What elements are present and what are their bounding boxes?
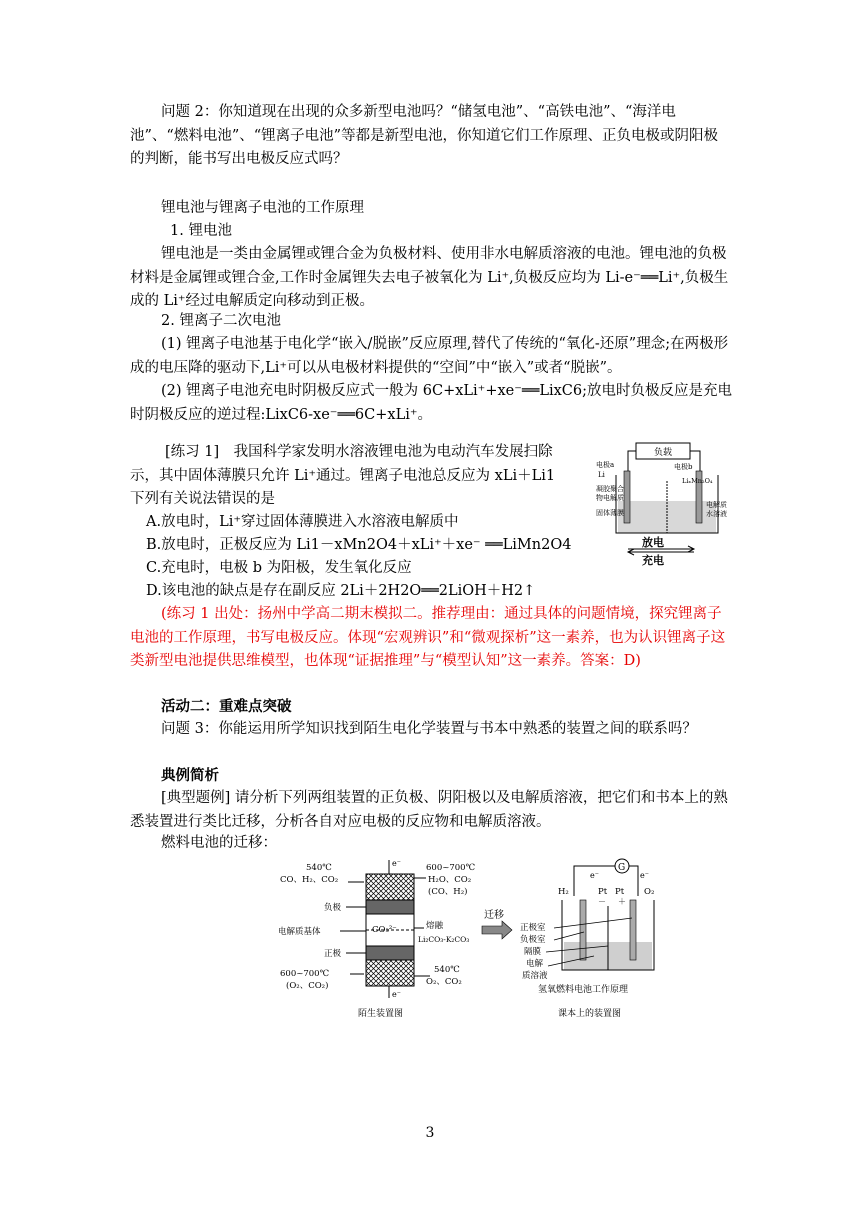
temp-600-right: 600~700℃ xyxy=(426,863,476,873)
paragraph-lithium-battery: 锂电池是一类由金属锂或锂合金为负极材料、使用非水电解质溶液的电池。锂电池的负极材料是金属锂或锂合金,工作时金属锂失去电子被氧化为 Li⁺,负极反应均为 Li-e⁻══Li⁺,负极生成的 Li⁺经过电解质定向移动到正极。 xyxy=(130,246,729,309)
e-top-label: e⁻ xyxy=(392,859,401,868)
negative-label: 负极 xyxy=(324,903,342,913)
option-c: C.充电时，电极 b 为阳极，发生氧化反应 xyxy=(146,560,412,576)
example-title: 典例简析 xyxy=(161,767,219,784)
e-right-label: e⁻ xyxy=(640,871,649,880)
inlet-left: CO、H₂、CO₂ xyxy=(280,875,339,885)
question-3: 问题 3：你能运用所学知识找到陌生电化学装置与书本中熟悉的装置之间的联系吗？ xyxy=(161,721,697,737)
paragraph-embed: (1) 锂离子电池基于电化学“嵌入/脱嵌”反应原理,替代了传统的“氧化-还原”理念;在两极形成的电压降的驱动下,Li⁺可以从电极材料提供的“空间”中“嵌入”或者“脱嵌”。 xyxy=(130,336,729,376)
solid-film-label: 固体薄膜 xyxy=(596,509,624,517)
left-caption: 陌生装置图 xyxy=(358,1009,404,1019)
option-b: B.放电时，正极反应为 Li1－xMn2O4＋xLi⁺＋xe⁻ ══LiMn2O4 xyxy=(146,537,572,553)
polymer-label-2: 物电解质 xyxy=(596,494,624,502)
aqueous-label-1: 电解质 xyxy=(706,501,727,509)
molten-label: 熔融 xyxy=(426,921,444,931)
item-1-title: 1. 锂电池 xyxy=(170,223,232,239)
outlet-right-1: H₂O、CO₂ xyxy=(428,875,472,885)
o2-label: O₂ xyxy=(644,887,655,897)
outlet-right-2: (CO、H₂) xyxy=(428,887,468,897)
exercise-1-line3: 下列有关说法错误的是 xyxy=(130,491,275,507)
discharge-label: 放电 xyxy=(642,536,664,549)
fuel-cell-figure xyxy=(276,856,686,1026)
right-caption: 课本上的装置图 xyxy=(558,1009,622,1019)
e-left-label: e⁻ xyxy=(590,871,599,880)
molten-salt-label: Li₂CO₃-K₂CO₃ xyxy=(418,935,470,944)
question-2: 问题 2：你知道现在出现的众多新型电池吗？“储氢电池”、“高铁电池”、“海洋电池”、“燃料电池”、“锂离子电池”等都是新型电池，你知道它们工作原理、正负电极或阴阳极的判断，能书写出电极反应式吗？ xyxy=(130,104,719,167)
principle-label: 氢氧燃料电池工作原理 xyxy=(538,985,629,995)
charge-label: 充电 xyxy=(642,554,664,567)
page-number: 3 xyxy=(425,1125,435,1141)
exercise-1-note: (练习 1 出处：扬州中学高二期末模拟二。推荐理由：通过具体的问题情境，探究锂离子电池的工作原理，书写电极反应。体现“宏观辨识”和“微观探析”这一素养，也为认识锂离子这类新型电池提供思维模型，也体现“证据推理”与“模型认知”这一素养。答案：D) xyxy=(130,606,726,669)
inlet-right: O₂、CO₂ xyxy=(426,977,462,987)
polymer-label-1: 凝胶聚合 xyxy=(596,485,624,493)
aqueous-label-2: 水溶液 xyxy=(706,510,727,518)
example-body: [典型题例] 请分析下列两组装置的正负极、阴阳极以及电解质溶液，把它们和书本上的熟悉装置进行类比迁移，分析各自对应电极的反应物和电解质溶液。 xyxy=(130,790,728,830)
plus-label: ＋ xyxy=(618,897,626,906)
item-2-title: 2. 锂离子二次电池 xyxy=(161,313,281,329)
migrate-label: 迁移 xyxy=(484,910,504,921)
outlet-left: (O₂、CO₂) xyxy=(286,981,329,991)
electrode-a-label: 电极a xyxy=(596,461,615,469)
lithium-battery-figure xyxy=(596,441,736,567)
option-a: A.放电时，Li⁺穿过固体薄膜进入水溶液电解质中 xyxy=(146,514,459,530)
negative-room-label: 负极室 xyxy=(520,935,546,945)
exercise-1-line1: [练习 1] 我国科学家发明水溶液锂电池为电动汽车发展扫除 xyxy=(165,444,553,460)
exercise-1-line2: 示，其中固体薄膜只允许 Li⁺通过。锂离子电池总反应为 xLi＋Li1 xyxy=(130,468,556,484)
temp-600-left: 600~700℃ xyxy=(280,969,330,979)
minus-label: － xyxy=(598,897,606,906)
positive-label: 正极 xyxy=(324,949,342,959)
option-d: D.该电池的缺点是存在副反应 2Li＋2H2O══2LiOH＋H2↑ xyxy=(146,583,536,599)
temp-540-right: 540℃ xyxy=(434,965,460,975)
paragraph-charge: (2) 锂离子电池充电时阴极反应式一般为 6C+xLi⁺+xe⁻══LixC6;放电时负极反应是充电时阴极反应的逆过程:LixC6-xe⁻══6C+xLi⁺。 xyxy=(130,383,732,423)
fuel-cell-migration: 燃料电池的迁移： xyxy=(161,835,277,851)
galvanometer-label: G xyxy=(618,863,626,873)
activity-2-title: 活动二：重难点突破 xyxy=(161,698,292,715)
electrolyte-label-2: 质溶液 xyxy=(522,971,548,981)
electrode-b-label: 电极b xyxy=(674,463,693,471)
co3-label: CO₃²⁻ xyxy=(372,925,397,935)
electrolyte-label-1: 电解 xyxy=(526,959,544,969)
positive-room-label: 正极室 xyxy=(520,923,546,933)
section-title: 锂电池与锂离子电池的工作原理 xyxy=(161,200,364,216)
e-bottom-label: e⁻ xyxy=(392,990,401,999)
load-label: 负载 xyxy=(653,448,673,458)
pt-right-label: Pt xyxy=(615,887,625,897)
limn-label: LiₓMn₂O₄ xyxy=(682,477,713,485)
li-label: Li xyxy=(598,471,605,479)
pt-left-label: Pt xyxy=(598,887,608,897)
electrolyte-base-label: 电解质基体 xyxy=(278,927,321,937)
temp-540-left: 540℃ xyxy=(306,863,332,873)
membrane-label: 隔膜 xyxy=(524,947,542,957)
h2-label: H₂ xyxy=(558,887,569,897)
